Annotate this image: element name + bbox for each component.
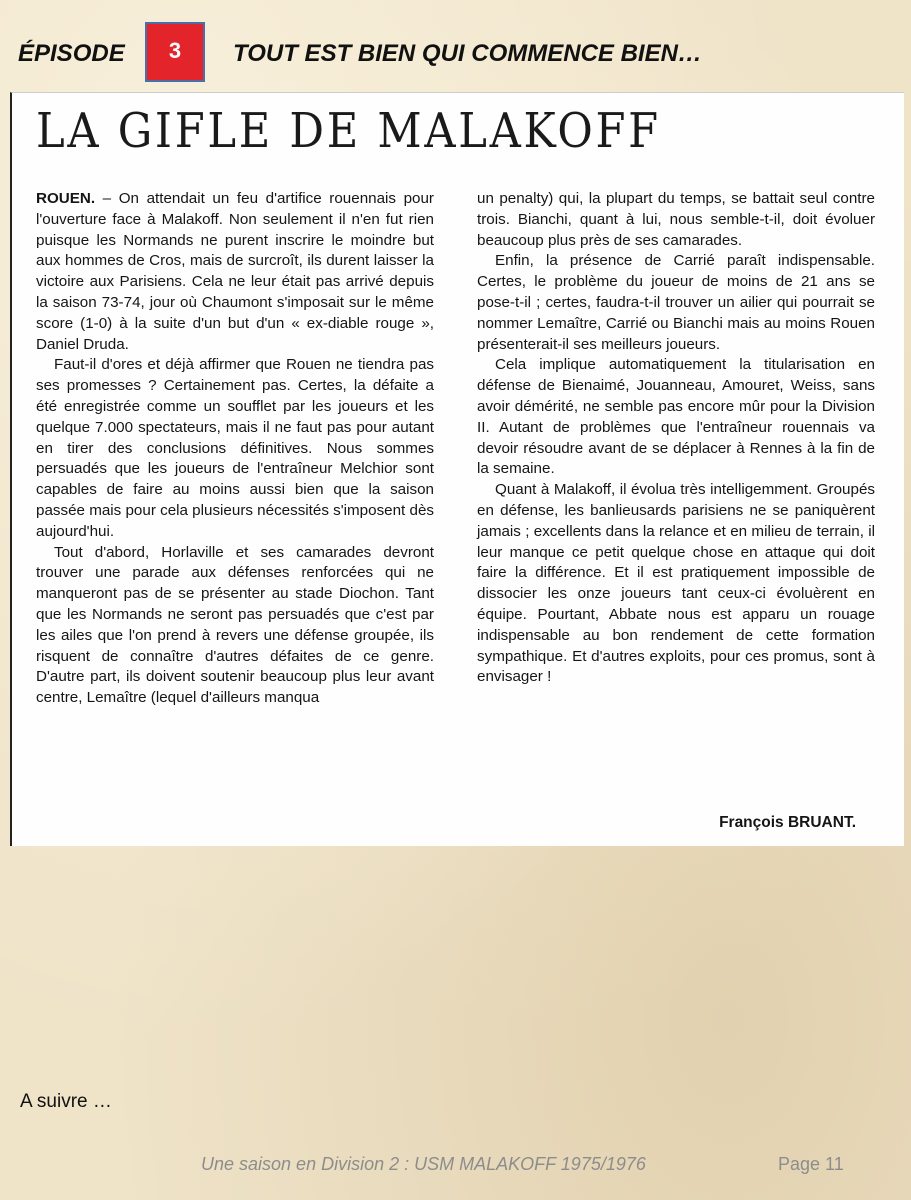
footer-title: Une saison en Division 2 : USM MALAKOFF 1975/1976 [201, 1154, 646, 1174]
article-headline: LA GIFLE DE MALAKOFF [36, 103, 661, 159]
article-paragraph: Quant à Malakoff, il évolua très intelligemment. Groupés en défense, les banlieusards parisiens ne se paniquèrent jamais ; excellents dans la relance et en milieu de terrain, il leur manque ce petit quelque chose en attaque qui doit faire la différence. Et il est pratiquement impossible de dissocier les onze joueurs tant ceux-ci évoluèrent en équipe. Pourtant, Abbate nous est apparu un rouage indispensable au bon rendement de cette formation sympathique. Et d'autres exploits, pour ces promus, sont à envisager ! [477, 481, 875, 686]
article-dateline: ROUEN. [36, 190, 96, 207]
article-paragraph: un penalty) qui, la plupart du temps, se battait seul contre trois. Bianchi, quant à lui, nous semble-t-il, doit évoluer beaucoup plus près de ses camarades. [477, 190, 875, 249]
article-signature: François BRUANT. [719, 814, 856, 831]
paragraph-text: – On attendait un feu d'artifice rouennais pour l'ouverture face à Malakoff. Non seulement il n'en fut rien puisque les Normands ne purent inscrire le moindre but aux hommes de Cros, mais de surcroît, ils durent laisser la victoire aux Parisiens. Cela ne leur était pas arrivé depuis la saison 73-74, jour où Chaumont s'imposait sur le même score (1-0) à la suite d'un but d'un « ex-diable rouge », Daniel Druda. [36, 190, 434, 353]
page-number: Page 11 [778, 1154, 844, 1174]
article-column-right [477, 189, 875, 688]
newspaper-clipping [10, 92, 904, 846]
episode-header [0, 0, 911, 90]
article-paragraph: Cela implique automatiquement la titularisation en défense de Bienaimé, Jouanneau, Amouret, Weiss, sans avoir démérité, ne semble pas encore mûr pour la Division II. Autant de problèmes que l'entraîneur rouennais va devoir résoudre avant de se déplacer à Rennes à la fin de la semaine. [477, 356, 875, 478]
episode-number-badge: 3 [145, 22, 205, 82]
episode-label: ÉPISODE [18, 40, 125, 67]
article-paragraph: Enfin, la présence de Carrié paraît indispensable. Certes, le problème du joueur de moins de 21 ans se pose-t-il ; certes, faudra-t-il trouver un ailier qui pourrait se nommer Lemaître, Carrié ou Bianchi mais au moins Rouen présenterait-il ses meilleurs joueurs. [477, 252, 875, 353]
article-paragraph [36, 189, 434, 355]
episode-title: TOUT EST BIEN QUI COMMENCE BIEN… [233, 40, 702, 67]
to-be-continued: A suivre … [20, 1091, 112, 1112]
article-column-left [36, 189, 434, 709]
article-paragraph: Tout d'abord, Horlaville et ses camarades devront trouver une parade aux défenses renforcées qui ne manqueront pas de se présenter au stade Diochon. Tant que les Normands ne seront pas persuadés que c'est par les ailes que l'on prend à revers une défense groupée, ils risquent de connaître d'autres défaites de ce genre. D'autre part, ils doivent soutenir beaucoup plus leur avant centre, Lemaître (lequel d'ailleurs manqua [36, 543, 434, 707]
article-paragraph: Faut-il d'ores et déjà affirmer que Rouen ne tiendra pas ses promesses ? Certainement pas. Certes, la défaite a été enregistrée comme un soufflet par les joueurs et les quelque 7.000 spectateurs, mais il ne faut pas pour autant en tirer des conclusions définitives. Nous sommes persuadés que les joueurs de l'entraîneur Melchior sont capables de faire au moins aussi bien que la saison passée mais pour cela plusieurs nécessités s'imposent dès aujourd'hui. [36, 356, 434, 540]
